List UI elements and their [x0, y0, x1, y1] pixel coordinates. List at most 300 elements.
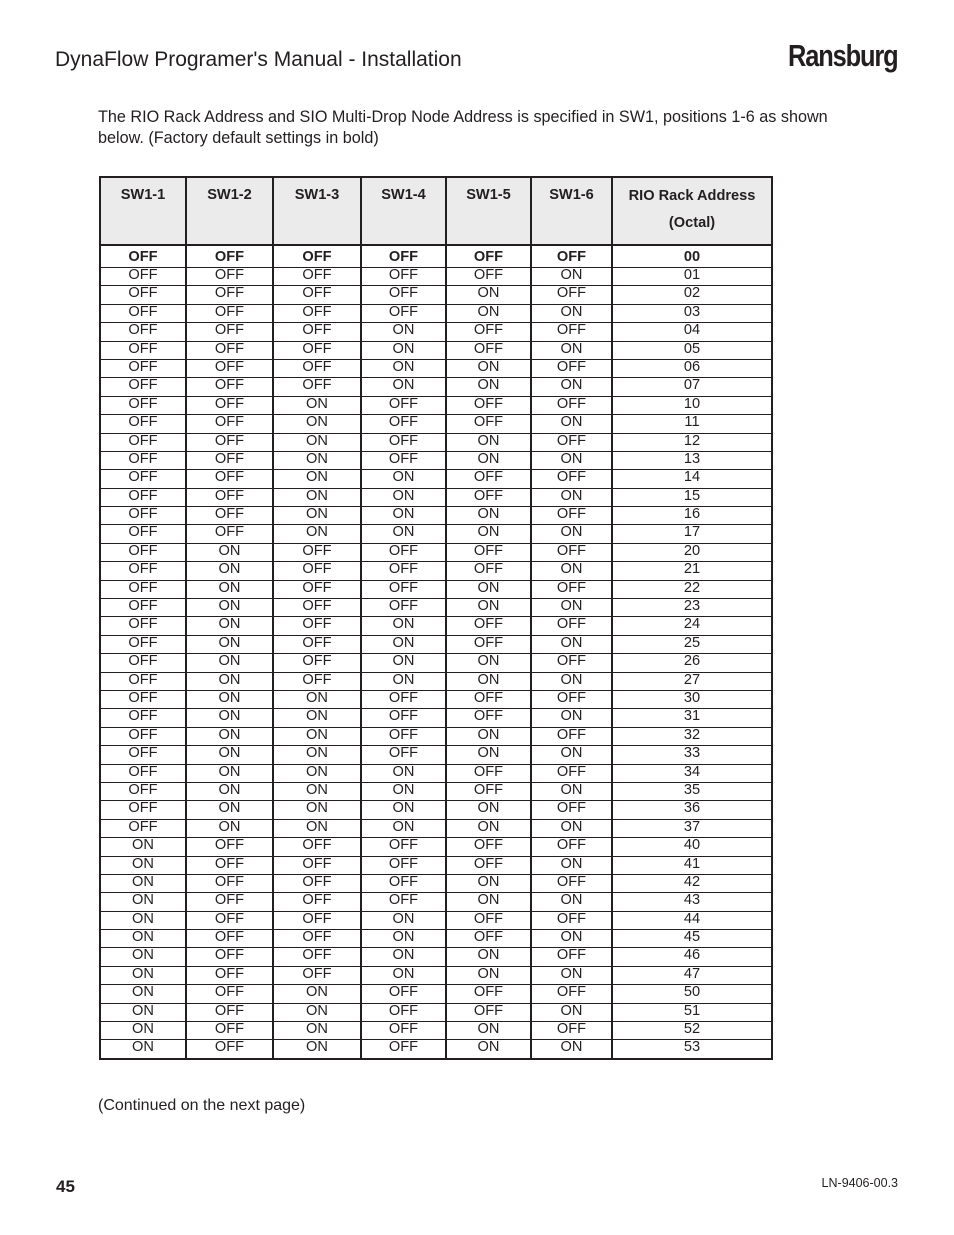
- switch-cell: OFF: [446, 341, 531, 359]
- switch-cell: OFF: [273, 562, 361, 580]
- switch-cell: OFF: [186, 838, 273, 856]
- switch-cell: ON: [531, 1040, 612, 1060]
- switch-cell: OFF: [186, 268, 273, 286]
- table-row: [100, 948, 772, 966]
- table-row: [100, 245, 772, 268]
- page-number: 45: [56, 1177, 75, 1196]
- switch-cell: OFF: [186, 856, 273, 874]
- intro-line-1: The RIO Rack Address and SIO Multi-Drop Node Address is specified in SW1, positions 1-6 as shown: [98, 108, 828, 126]
- switch-cell: ON: [361, 507, 446, 525]
- switch-cell: OFF: [361, 415, 446, 433]
- switch-cell: OFF: [361, 304, 446, 322]
- switch-cell: ON: [100, 874, 186, 892]
- address-cell: 37: [612, 819, 772, 837]
- switch-cell: OFF: [361, 433, 446, 451]
- switch-cell: ON: [100, 1040, 186, 1060]
- switch-cell: OFF: [273, 378, 361, 396]
- switch-cell: OFF: [531, 433, 612, 451]
- address-cell: 41: [612, 856, 772, 874]
- switch-cell: ON: [273, 525, 361, 543]
- switch-cell: OFF: [273, 341, 361, 359]
- address-cell: 53: [612, 1040, 772, 1060]
- switch-cell: OFF: [100, 543, 186, 561]
- table-row: [100, 470, 772, 488]
- switch-cell: ON: [531, 341, 612, 359]
- table-row: [100, 690, 772, 708]
- switch-cell: ON: [100, 911, 186, 929]
- switch-cell: OFF: [100, 599, 186, 617]
- switch-cell: OFF: [100, 378, 186, 396]
- switch-cell: ON: [361, 635, 446, 653]
- switch-cell: ON: [446, 727, 531, 745]
- switch-cell: OFF: [273, 930, 361, 948]
- switch-cell: ON: [531, 1003, 612, 1021]
- switch-cell: ON: [273, 433, 361, 451]
- switch-cell: ON: [361, 359, 446, 377]
- switch-cell: OFF: [186, 893, 273, 911]
- address-cell: 16: [612, 507, 772, 525]
- table-row: [100, 359, 772, 377]
- switch-cell: ON: [361, 470, 446, 488]
- switch-cell: OFF: [531, 323, 612, 341]
- switch-cell: OFF: [186, 488, 273, 506]
- table-row: [100, 488, 772, 506]
- switch-cell: OFF: [186, 341, 273, 359]
- switch-cell: ON: [446, 525, 531, 543]
- switch-cell: OFF: [100, 690, 186, 708]
- switch-cell: ON: [446, 819, 531, 837]
- switch-cell: ON: [186, 654, 273, 672]
- table-row: [100, 874, 772, 892]
- switch-cell: OFF: [361, 709, 446, 727]
- table-row: [100, 599, 772, 617]
- header-sw1-2: SW1-2: [186, 177, 273, 245]
- table-row: [100, 543, 772, 561]
- switch-cell: ON: [531, 599, 612, 617]
- switch-cell: ON: [446, 286, 531, 304]
- switch-cell: ON: [361, 948, 446, 966]
- switch-cell: OFF: [531, 727, 612, 745]
- switch-cell: ON: [531, 966, 612, 984]
- address-cell: 34: [612, 764, 772, 782]
- switch-cell: ON: [186, 782, 273, 800]
- switch-cell: OFF: [531, 245, 612, 268]
- table-row: [100, 415, 772, 433]
- switch-cell: OFF: [186, 930, 273, 948]
- address-cell: 02: [612, 286, 772, 304]
- address-cell: 01: [612, 268, 772, 286]
- switch-cell: ON: [531, 268, 612, 286]
- switch-cell: OFF: [273, 635, 361, 653]
- switch-cell: ON: [446, 672, 531, 690]
- switch-cell: OFF: [361, 856, 446, 874]
- table-row: [100, 985, 772, 1003]
- switch-cell: OFF: [100, 709, 186, 727]
- switch-cell: OFF: [100, 415, 186, 433]
- switch-cell: OFF: [361, 727, 446, 745]
- switch-cell: OFF: [186, 911, 273, 929]
- switch-cell: ON: [273, 709, 361, 727]
- table-row: [100, 304, 772, 322]
- switch-cell: OFF: [100, 672, 186, 690]
- switch-cell: ON: [446, 304, 531, 322]
- switch-cell: ON: [361, 782, 446, 800]
- switch-cell: ON: [531, 635, 612, 653]
- switch-cell: ON: [100, 1022, 186, 1040]
- intro-paragraph: [98, 107, 878, 149]
- switch-cell: ON: [531, 672, 612, 690]
- switch-cell: OFF: [531, 838, 612, 856]
- switch-cell: OFF: [186, 451, 273, 469]
- switch-cell: OFF: [446, 415, 531, 433]
- table-row: [100, 819, 772, 837]
- address-cell: 36: [612, 801, 772, 819]
- switch-cell: OFF: [531, 654, 612, 672]
- address-cell: 03: [612, 304, 772, 322]
- switch-cell: OFF: [186, 304, 273, 322]
- switch-cell: ON: [531, 415, 612, 433]
- switch-cell: ON: [100, 948, 186, 966]
- switch-cell: OFF: [361, 562, 446, 580]
- switch-cell: OFF: [186, 874, 273, 892]
- switch-cell: OFF: [531, 985, 612, 1003]
- switch-cell: OFF: [100, 507, 186, 525]
- switch-cell: ON: [100, 1003, 186, 1021]
- switch-cell: OFF: [446, 635, 531, 653]
- address-cell: 23: [612, 599, 772, 617]
- switch-cell: OFF: [361, 1040, 446, 1060]
- table-row: [100, 635, 772, 653]
- table-row: [100, 838, 772, 856]
- table-row: [100, 1040, 772, 1060]
- switch-cell: OFF: [273, 359, 361, 377]
- table-row: [100, 268, 772, 286]
- table-row: [100, 1022, 772, 1040]
- table-row: [100, 507, 772, 525]
- table-row: [100, 727, 772, 745]
- switch-cell: OFF: [186, 286, 273, 304]
- address-cell: 14: [612, 470, 772, 488]
- page-title: DynaFlow Programer's Manual - Installation: [55, 48, 462, 71]
- switch-cell: OFF: [100, 654, 186, 672]
- address-cell: 50: [612, 985, 772, 1003]
- switch-cell: OFF: [186, 525, 273, 543]
- switch-cell: OFF: [361, 268, 446, 286]
- switch-cell: OFF: [100, 359, 186, 377]
- switch-cell: OFF: [361, 543, 446, 561]
- switch-cell: OFF: [273, 599, 361, 617]
- address-cell: 10: [612, 396, 772, 414]
- switch-cell: OFF: [361, 580, 446, 598]
- switch-cell: ON: [186, 635, 273, 653]
- switch-cell: ON: [100, 856, 186, 874]
- address-cell: 15: [612, 488, 772, 506]
- switch-cell: OFF: [186, 1040, 273, 1060]
- switch-cell: ON: [531, 819, 612, 837]
- address-cell: 32: [612, 727, 772, 745]
- switch-cell: OFF: [531, 543, 612, 561]
- address-cell: 20: [612, 543, 772, 561]
- switch-cell: ON: [273, 488, 361, 506]
- switch-cell: OFF: [273, 580, 361, 598]
- table-row: [100, 1003, 772, 1021]
- switch-cell: ON: [531, 488, 612, 506]
- table-row: [100, 580, 772, 598]
- table-row: [100, 341, 772, 359]
- switch-cell: ON: [531, 525, 612, 543]
- switch-cell: OFF: [273, 323, 361, 341]
- table-row: [100, 286, 772, 304]
- header-address-line-1: RIO Rack Address: [628, 188, 756, 204]
- switch-cell: ON: [446, 966, 531, 984]
- switch-cell: ON: [361, 930, 446, 948]
- address-cell: 31: [612, 709, 772, 727]
- switch-cell: OFF: [446, 764, 531, 782]
- switch-cell: ON: [446, 433, 531, 451]
- switch-cell: ON: [273, 451, 361, 469]
- address-cell: 07: [612, 378, 772, 396]
- switch-cell: OFF: [446, 911, 531, 929]
- switch-cell: OFF: [100, 746, 186, 764]
- switch-cell: ON: [531, 856, 612, 874]
- table-row: [100, 672, 772, 690]
- switch-cell: OFF: [100, 801, 186, 819]
- switch-cell: OFF: [186, 966, 273, 984]
- switch-cell: ON: [186, 599, 273, 617]
- switch-cell: ON: [446, 874, 531, 892]
- switch-cell: OFF: [273, 966, 361, 984]
- table-row: [100, 654, 772, 672]
- address-cell: 52: [612, 1022, 772, 1040]
- switch-cell: ON: [361, 341, 446, 359]
- switch-cell: ON: [273, 415, 361, 433]
- switch-cell: ON: [361, 654, 446, 672]
- switch-cell: OFF: [446, 617, 531, 635]
- switch-cell: ON: [273, 1022, 361, 1040]
- table-row: [100, 911, 772, 929]
- switch-cell: OFF: [531, 617, 612, 635]
- switch-cell: OFF: [186, 507, 273, 525]
- address-cell: 40: [612, 838, 772, 856]
- address-cell: 24: [612, 617, 772, 635]
- switch-cell: ON: [273, 782, 361, 800]
- switch-cell: ON: [531, 562, 612, 580]
- switch-cell: OFF: [186, 1003, 273, 1021]
- table-row: [100, 764, 772, 782]
- switch-cell: ON: [100, 966, 186, 984]
- address-cell: 22: [612, 580, 772, 598]
- switch-cell: ON: [186, 764, 273, 782]
- switch-cell: ON: [186, 690, 273, 708]
- switch-cell: ON: [446, 893, 531, 911]
- table-row: [100, 893, 772, 911]
- switch-cell: OFF: [100, 245, 186, 268]
- switch-cell: ON: [446, 580, 531, 598]
- address-cell: 00: [612, 245, 772, 268]
- address-cell: 43: [612, 893, 772, 911]
- switch-cell: ON: [446, 359, 531, 377]
- switch-address-table: [99, 176, 773, 1060]
- switch-cell: OFF: [446, 690, 531, 708]
- table-row: [100, 856, 772, 874]
- switch-cell: OFF: [100, 727, 186, 745]
- switch-cell: OFF: [100, 433, 186, 451]
- intro-line-2: below. (Factory default settings in bold): [98, 129, 379, 147]
- switch-cell: OFF: [273, 856, 361, 874]
- table-row: [100, 378, 772, 396]
- switch-cell: OFF: [273, 838, 361, 856]
- switch-cell: OFF: [361, 451, 446, 469]
- switch-cell: OFF: [186, 245, 273, 268]
- switch-cell: OFF: [446, 985, 531, 1003]
- switch-cell: OFF: [446, 543, 531, 561]
- switch-cell: ON: [446, 746, 531, 764]
- address-cell: 11: [612, 415, 772, 433]
- switch-cell: ON: [361, 966, 446, 984]
- address-cell: 21: [612, 562, 772, 580]
- switch-cell: ON: [273, 819, 361, 837]
- switch-cell: OFF: [446, 782, 531, 800]
- address-cell: 04: [612, 323, 772, 341]
- address-cell: 30: [612, 690, 772, 708]
- address-cell: 42: [612, 874, 772, 892]
- address-cell: 35: [612, 782, 772, 800]
- table-row: [100, 433, 772, 451]
- switch-cell: ON: [446, 378, 531, 396]
- switch-cell: OFF: [100, 323, 186, 341]
- table-row: [100, 617, 772, 635]
- brand-logo: Ransburg: [787, 38, 897, 73]
- switch-cell: ON: [186, 819, 273, 837]
- switch-cell: ON: [186, 543, 273, 561]
- switch-cell: OFF: [186, 359, 273, 377]
- switch-cell: ON: [100, 893, 186, 911]
- switch-cell: ON: [273, 690, 361, 708]
- address-cell: 25: [612, 635, 772, 653]
- switch-cell: OFF: [361, 396, 446, 414]
- switch-cell: ON: [446, 507, 531, 525]
- switch-cell: OFF: [446, 488, 531, 506]
- switch-cell: ON: [446, 1022, 531, 1040]
- table-row: [100, 396, 772, 414]
- switch-cell: OFF: [446, 245, 531, 268]
- document-code: LN-9406-00.3: [821, 1176, 898, 1190]
- switch-cell: OFF: [531, 580, 612, 598]
- switch-cell: OFF: [361, 985, 446, 1003]
- header-sw1-1: SW1-1: [100, 177, 186, 245]
- switch-cell: OFF: [100, 525, 186, 543]
- switch-cell: OFF: [361, 690, 446, 708]
- switch-cell: ON: [361, 672, 446, 690]
- switch-cell: ON: [361, 819, 446, 837]
- switch-cell: ON: [273, 1040, 361, 1060]
- table-row: [100, 746, 772, 764]
- switch-cell: OFF: [100, 764, 186, 782]
- switch-cell: OFF: [446, 470, 531, 488]
- address-cell: 51: [612, 1003, 772, 1021]
- switch-cell: ON: [361, 764, 446, 782]
- table-row: [100, 782, 772, 800]
- switch-cell: OFF: [361, 746, 446, 764]
- switch-cell: OFF: [273, 911, 361, 929]
- switch-cell: ON: [446, 451, 531, 469]
- switch-cell: OFF: [186, 323, 273, 341]
- switch-cell: OFF: [186, 378, 273, 396]
- switch-cell: OFF: [100, 304, 186, 322]
- address-cell: 05: [612, 341, 772, 359]
- switch-cell: ON: [273, 746, 361, 764]
- switch-cell: ON: [186, 562, 273, 580]
- switch-cell: OFF: [531, 1022, 612, 1040]
- switch-cell: ON: [446, 801, 531, 819]
- header-sw1-4: SW1-4: [361, 177, 446, 245]
- switch-cell: ON: [186, 580, 273, 598]
- switch-cell: ON: [446, 654, 531, 672]
- address-cell: 44: [612, 911, 772, 929]
- switch-cell: OFF: [361, 893, 446, 911]
- table-header-row: [100, 177, 772, 245]
- table-row: [100, 451, 772, 469]
- switch-cell: OFF: [446, 268, 531, 286]
- address-cell: 27: [612, 672, 772, 690]
- switch-cell: ON: [186, 727, 273, 745]
- table-row: [100, 930, 772, 948]
- switch-cell: OFF: [186, 948, 273, 966]
- switch-cell: OFF: [361, 1022, 446, 1040]
- address-cell: 13: [612, 451, 772, 469]
- switch-cell: OFF: [100, 396, 186, 414]
- switch-cell: ON: [361, 488, 446, 506]
- switch-cell: OFF: [446, 709, 531, 727]
- switch-cell: OFF: [361, 1003, 446, 1021]
- switch-cell: OFF: [361, 874, 446, 892]
- address-cell: 06: [612, 359, 772, 377]
- switch-cell: ON: [446, 599, 531, 617]
- switch-cell: OFF: [100, 286, 186, 304]
- switch-cell: OFF: [273, 654, 361, 672]
- switch-cell: OFF: [531, 396, 612, 414]
- header-rio-rack-address: [612, 177, 772, 245]
- switch-cell: OFF: [186, 470, 273, 488]
- switch-cell: OFF: [100, 562, 186, 580]
- switch-cell: ON: [100, 930, 186, 948]
- switch-cell: OFF: [531, 507, 612, 525]
- switch-cell: ON: [273, 985, 361, 1003]
- switch-cell: ON: [361, 323, 446, 341]
- switch-cell: OFF: [531, 911, 612, 929]
- switch-cell: ON: [100, 985, 186, 1003]
- header-address-line-2: (Octal): [668, 215, 716, 231]
- switch-cell: OFF: [446, 562, 531, 580]
- table-body: [100, 245, 772, 1059]
- switch-cell: OFF: [186, 415, 273, 433]
- switch-cell: ON: [273, 507, 361, 525]
- switch-cell: OFF: [100, 268, 186, 286]
- switch-cell: OFF: [100, 580, 186, 598]
- switch-cell: ON: [531, 893, 612, 911]
- switch-cell: ON: [186, 617, 273, 635]
- table-row: [100, 801, 772, 819]
- switch-cell: OFF: [186, 433, 273, 451]
- switch-cell: ON: [361, 801, 446, 819]
- switch-cell: ON: [361, 378, 446, 396]
- switch-cell: ON: [273, 470, 361, 488]
- address-cell: 33: [612, 746, 772, 764]
- switch-cell: ON: [446, 948, 531, 966]
- switch-cell: OFF: [273, 245, 361, 268]
- switch-cell: OFF: [186, 396, 273, 414]
- switch-cell: OFF: [273, 543, 361, 561]
